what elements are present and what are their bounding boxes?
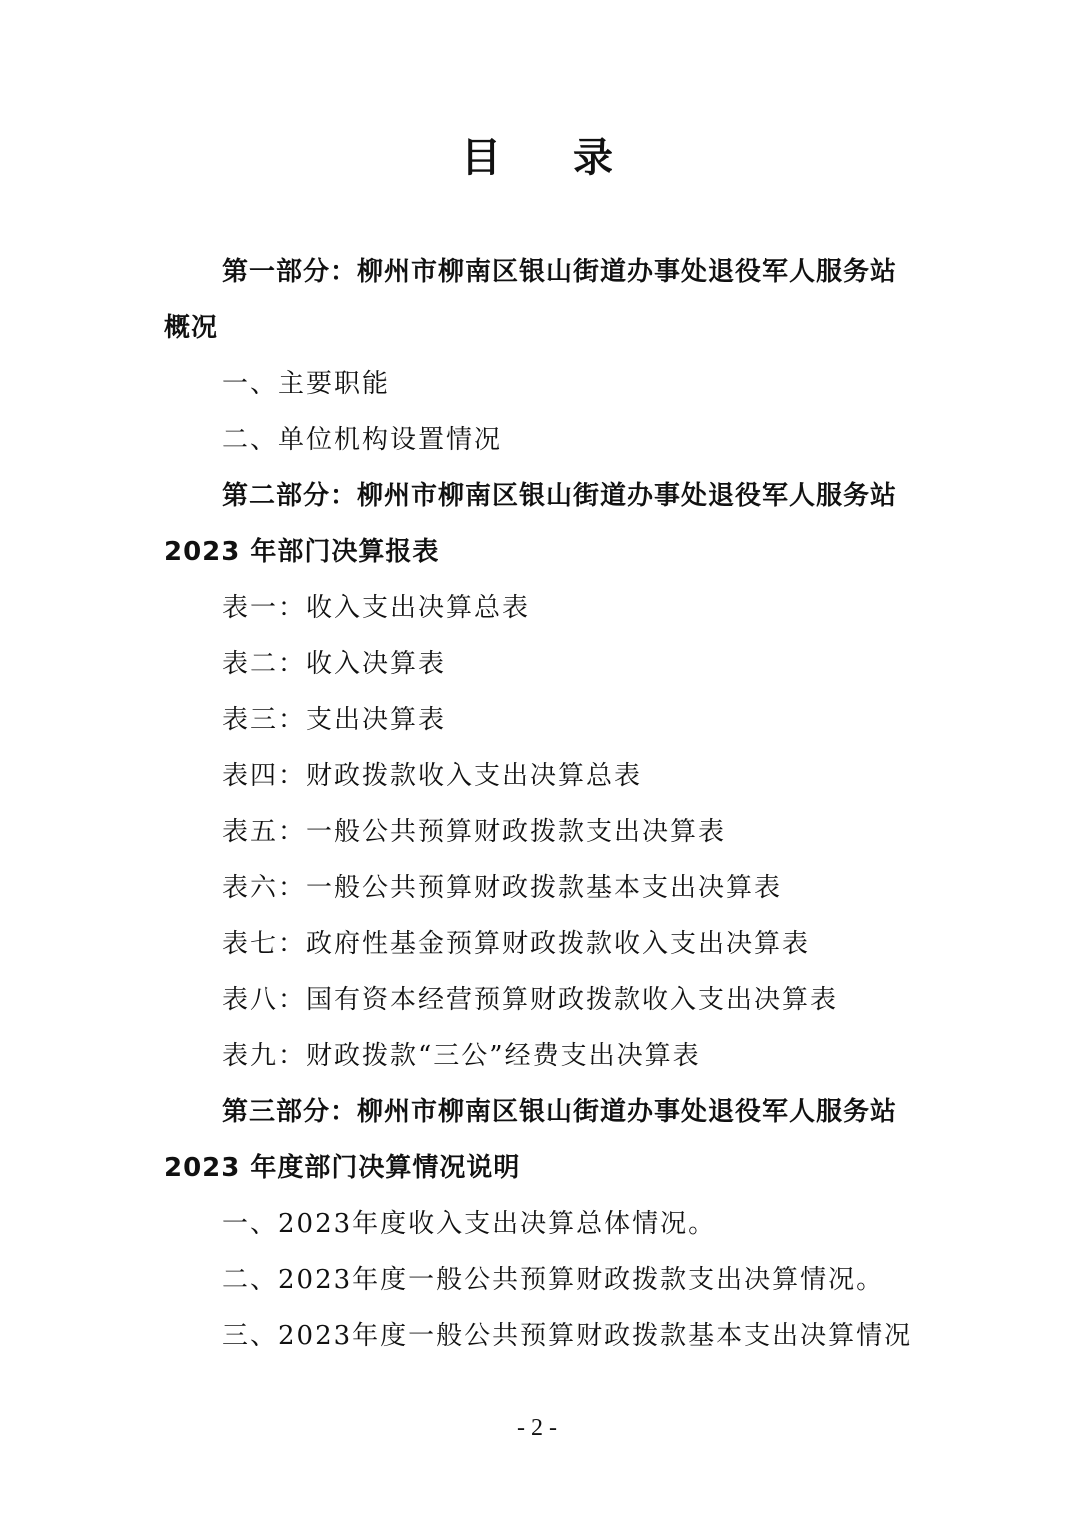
toc-item: 表七：政府性基金预算财政拨款收入支出决算表 <box>222 929 811 959</box>
page-title <box>0 130 1074 186</box>
toc-item: 一、主要职能 <box>222 369 391 399</box>
toc-item: 表八：国有资本经营预算财政拨款收入支出决算表 <box>222 985 839 1015</box>
toc-section-heading: 第三部分：柳州市柳南区银山街道办事处退役军人服务站 2023 年度部门决算情况说明 <box>164 1097 898 1183</box>
toc-item: 二、单位机构设置情况 <box>222 425 503 455</box>
toc-item: 表四：财政拨款收入支出决算总表 <box>222 761 643 791</box>
toc-item: 三、2023年度一般公共预算财政拨款基本支出决算情况 <box>222 1321 913 1351</box>
toc-section-heading: 第二部分：柳州市柳南区银山街道办事处退役军人服务站 2023 年部门决算报表 <box>164 481 898 567</box>
toc-item: 表一：收入支出决算总表 <box>222 593 531 623</box>
toc-item: 表五：一般公共预算财政拨款支出决算表 <box>222 817 727 847</box>
title-char-2: 录 <box>573 135 613 181</box>
title-char-1: 目 <box>461 135 501 181</box>
toc-item: 表三：支出决算表 <box>222 705 447 735</box>
table-of-contents <box>164 244 916 1364</box>
toc-section-heading: 第一部分：柳州市柳南区银山街道办事处退役军人服务站概况 <box>164 257 898 343</box>
toc-item: 表二：收入决算表 <box>222 649 447 679</box>
toc-item: 二、2023年度一般公共预算财政拨款支出决算情况。 <box>222 1265 885 1295</box>
toc-item: 表九：财政拨款“三公”经费支出决算表 <box>222 1041 701 1071</box>
page-number: - 2 - <box>517 1415 557 1441</box>
toc-item: 表六：一般公共预算财政拨款基本支出决算表 <box>222 873 783 903</box>
toc-item: 一、2023年度收入支出决算总体情况。 <box>222 1209 717 1239</box>
